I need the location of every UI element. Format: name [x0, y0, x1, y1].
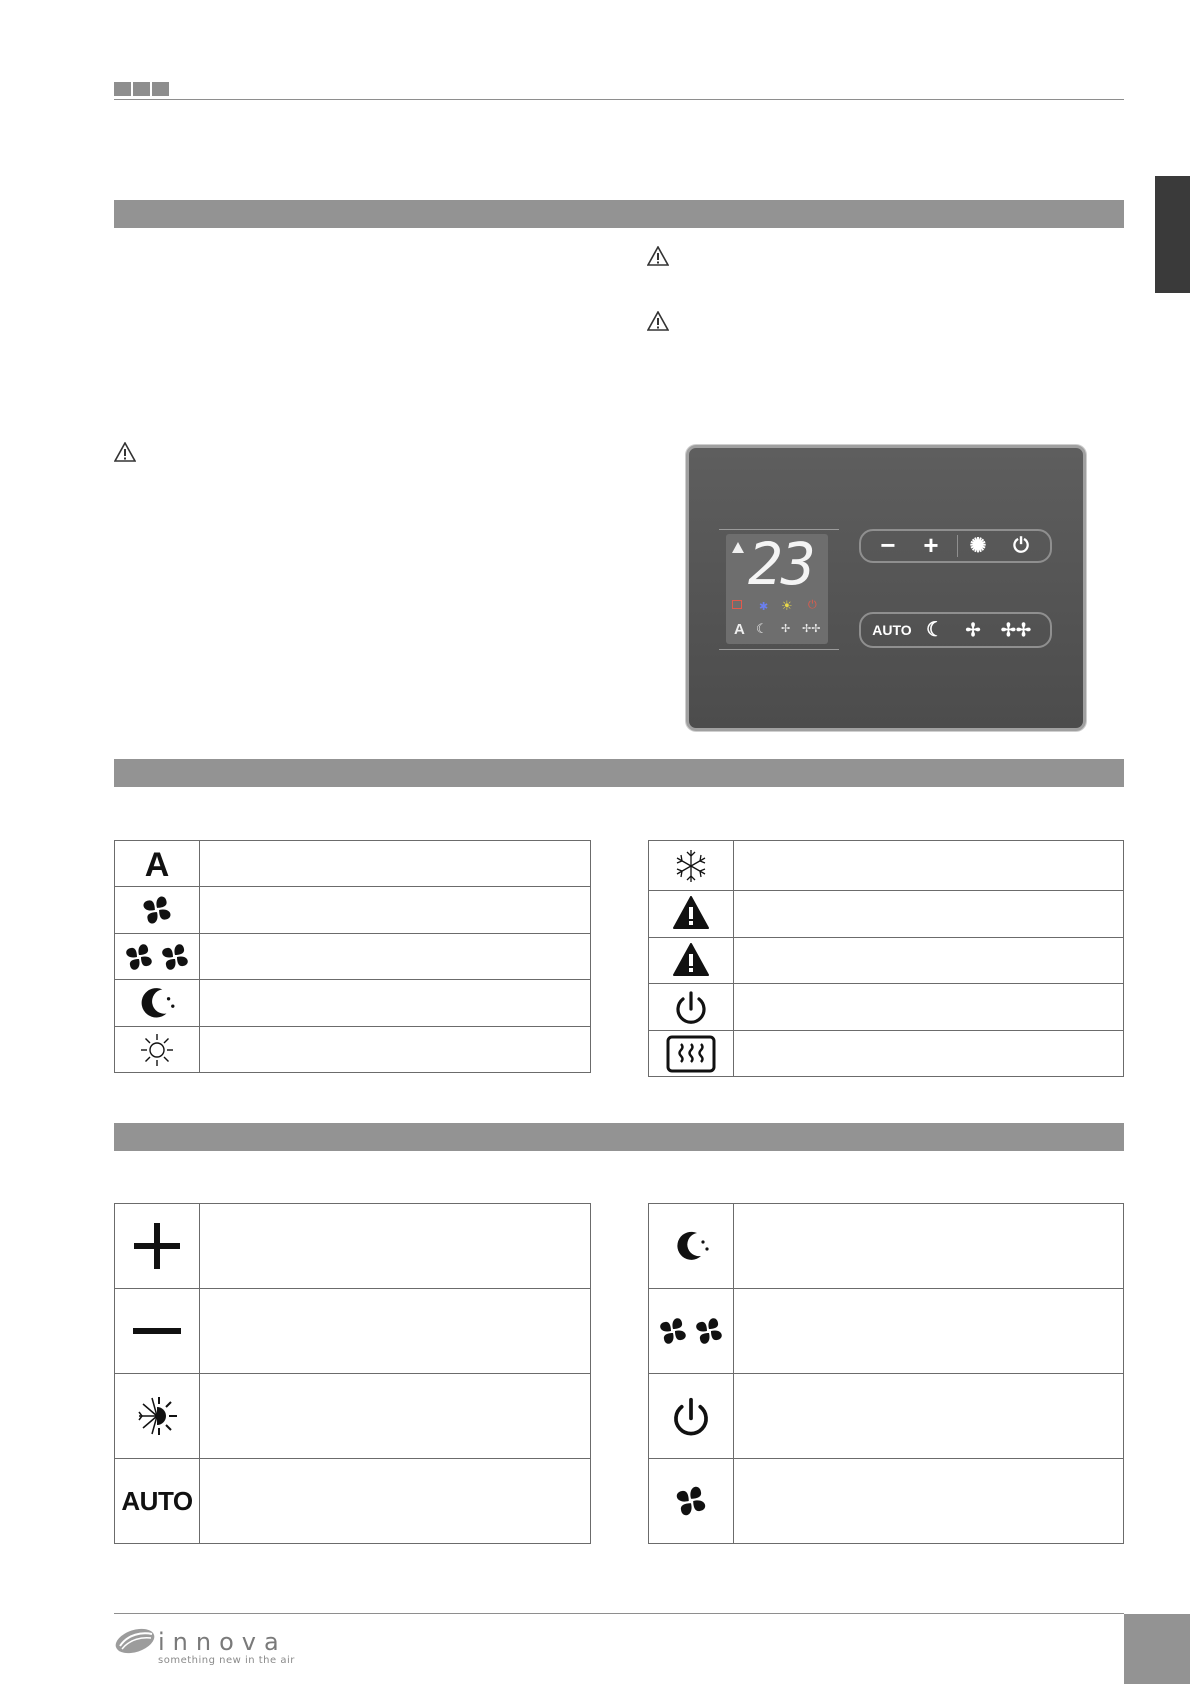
- warning-icon: [647, 311, 669, 331]
- fan-low-indicator: ✢: [781, 623, 791, 635]
- display-icons-table-right: [648, 840, 1124, 1077]
- table-row: [649, 984, 1124, 1031]
- icon-cell: [649, 1289, 734, 1374]
- table-row: [649, 1204, 1124, 1289]
- power-icon: [669, 1394, 713, 1438]
- button-divider: [957, 535, 958, 557]
- table-row: [649, 841, 1124, 891]
- button-description: [200, 1459, 591, 1544]
- buttons-table-left: [114, 1203, 591, 1544]
- icon-description: [734, 891, 1124, 938]
- table-row: [115, 1289, 591, 1374]
- display-icons-table-left: [114, 840, 591, 1073]
- temperature-readout: 23: [748, 530, 814, 598]
- table-row: [115, 841, 591, 887]
- table-row: [115, 887, 591, 934]
- button-description: [734, 1204, 1124, 1289]
- page-number-box: [1124, 1614, 1190, 1684]
- icon-cell: [649, 1459, 734, 1544]
- auto-text-icon: AUTO: [121, 1485, 193, 1516]
- icon-description: [200, 980, 591, 1027]
- icon-description: [734, 1031, 1124, 1077]
- icon-cell: [115, 1289, 200, 1374]
- warning-icon: [114, 442, 136, 462]
- section-band-buttons: [114, 1123, 1124, 1151]
- icon-description: [734, 938, 1124, 984]
- icon-cell: [649, 1374, 734, 1459]
- night-mode-icon: [137, 984, 177, 1022]
- button-description: [200, 1204, 591, 1289]
- warning-icon: [671, 943, 711, 979]
- snowflake-icon: [673, 848, 709, 884]
- icon-description: [200, 841, 591, 887]
- night-mode-icon: [669, 1226, 713, 1266]
- sun-indicator: ☀: [781, 598, 793, 613]
- icon-cell: [115, 887, 200, 934]
- icon-cell: [649, 938, 734, 984]
- fan-high-icon: [119, 937, 195, 977]
- fan-high-indicator: ✢✢: [802, 623, 821, 635]
- header-square: [152, 82, 169, 96]
- icon-cell: [115, 980, 200, 1027]
- header-square: [133, 82, 150, 96]
- power-indicator: ⏻: [808, 599, 817, 611]
- section-band-description: [114, 200, 1124, 228]
- table-row: [649, 1374, 1124, 1459]
- button-description: [200, 1289, 591, 1374]
- button-description: [734, 1289, 1124, 1374]
- table-row: [115, 934, 591, 980]
- icon-description: [734, 841, 1124, 891]
- button-description: [734, 1459, 1124, 1544]
- buttons-table-right: [648, 1203, 1124, 1544]
- minus-button[interactable]: −: [880, 530, 896, 560]
- footer-rule: [114, 1613, 1124, 1614]
- table-row: [649, 1459, 1124, 1544]
- icon-cell: [115, 1204, 200, 1289]
- warning-icon: [732, 542, 744, 553]
- icon-cell: [115, 1027, 200, 1073]
- night-button[interactable]: ☾: [926, 619, 944, 641]
- plus-button[interactable]: +: [923, 530, 939, 560]
- icon-cell: [115, 934, 200, 980]
- power-button[interactable]: ⏻: [1013, 535, 1029, 557]
- thermostat-panel: [686, 445, 1086, 731]
- icon-cell: [649, 1204, 734, 1289]
- auto-button[interactable]: AUTO: [872, 622, 912, 638]
- icon-cell: [649, 984, 734, 1031]
- button-description: [200, 1374, 591, 1459]
- icon-cell: [115, 841, 200, 887]
- button-description: [734, 1374, 1124, 1459]
- header-square: [114, 82, 131, 96]
- fan-high-button[interactable]: ✢✢: [1000, 620, 1032, 640]
- table-row: [115, 1374, 591, 1459]
- power-icon: [673, 989, 709, 1025]
- logo-text: innova: [158, 1628, 287, 1656]
- table-row: [115, 980, 591, 1027]
- auto-indicator: A: [734, 621, 745, 638]
- heater-icon: [665, 1034, 717, 1074]
- logo-mark: [114, 1626, 156, 1656]
- fan-high-icon: [653, 1311, 729, 1351]
- warning-icon: [647, 246, 669, 266]
- heater-indicator: [732, 600, 742, 609]
- icon-description: [200, 934, 591, 980]
- header-rule: [114, 99, 1124, 100]
- fan-low-icon: [671, 1481, 711, 1521]
- fan-low-button[interactable]: ✢: [965, 620, 981, 640]
- chapter-tab: [1155, 176, 1190, 293]
- icon-cell: [649, 891, 734, 938]
- fan-low-icon: [138, 891, 176, 929]
- section-band-display-icons: [114, 759, 1124, 787]
- night-indicator: ☾: [756, 621, 768, 636]
- heat-cool-icon: [135, 1394, 179, 1438]
- table-row: [649, 1289, 1124, 1374]
- icon-cell: [115, 1459, 200, 1544]
- warning-icon: [671, 896, 711, 932]
- logo-tagline: something new in the air: [158, 1655, 295, 1666]
- table-row: [649, 1031, 1124, 1077]
- auto-letter-icon: [141, 848, 173, 880]
- panel-line: [719, 649, 839, 650]
- lcd-display: [726, 530, 828, 644]
- table-row: [115, 1027, 591, 1073]
- icon-cell: [649, 1031, 734, 1077]
- sun-icon: [139, 1032, 175, 1068]
- table-row: [649, 938, 1124, 984]
- table-row: [115, 1204, 591, 1289]
- icon-cell: [649, 841, 734, 891]
- icon-description: [200, 887, 591, 934]
- plus-icon: [132, 1221, 182, 1271]
- table-row: [649, 891, 1124, 938]
- minus-icon: [132, 1321, 182, 1341]
- svg-text:A: A: [144, 847, 170, 880]
- table-row: [115, 1459, 591, 1544]
- icon-description: [200, 1027, 591, 1073]
- cool-indicator: ✱: [759, 601, 769, 613]
- icon-description: [734, 984, 1124, 1031]
- mode-button[interactable]: ✺: [969, 535, 987, 557]
- icon-cell: [115, 1374, 200, 1459]
